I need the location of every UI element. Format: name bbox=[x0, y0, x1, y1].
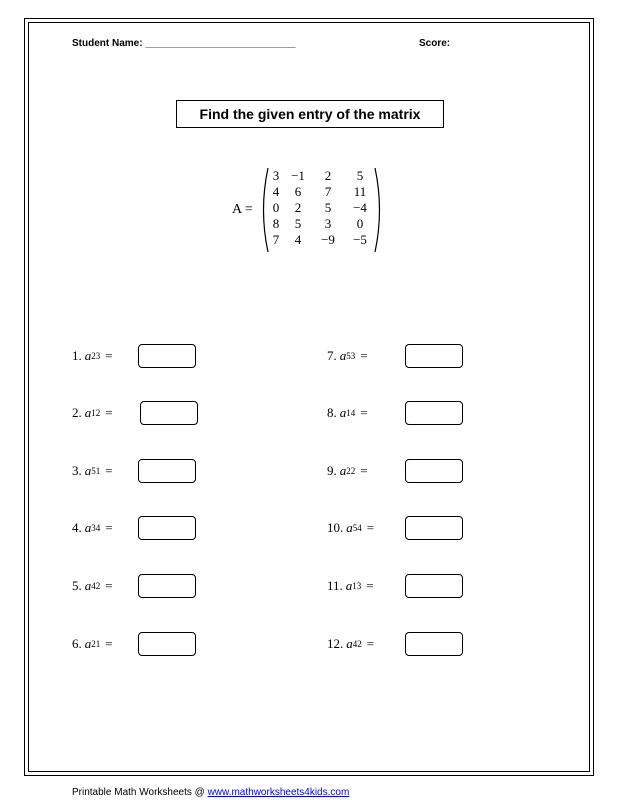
matrix-cell: 2 bbox=[324, 168, 332, 183]
problem-number: 3. bbox=[72, 463, 82, 478]
matrix-entry-variable: a bbox=[84, 463, 92, 478]
matrix-entry-subscript: 51 bbox=[91, 466, 101, 476]
matrix-entry-subscript: 22 bbox=[346, 466, 356, 476]
matrix-cell: 7 bbox=[272, 232, 280, 247]
answer-box[interactable] bbox=[405, 516, 463, 540]
matrix-cell: 2 bbox=[294, 200, 302, 215]
matrix-entry-variable: a bbox=[346, 520, 353, 535]
matrix-cell: 5 bbox=[324, 200, 332, 215]
matrix-grid bbox=[264, 168, 376, 248]
equals-sign: = bbox=[105, 463, 113, 478]
problem-number: 4. bbox=[72, 520, 82, 535]
equals-sign: = bbox=[105, 520, 113, 535]
matrix-entry-variable: a bbox=[345, 578, 353, 593]
answer-box[interactable] bbox=[405, 574, 463, 598]
answer-box[interactable] bbox=[138, 574, 196, 598]
problem-number: 12. bbox=[327, 636, 344, 651]
problem-number: 6. bbox=[72, 636, 82, 651]
equals-sign: = bbox=[366, 636, 375, 651]
matrix-cell: −9 bbox=[321, 232, 335, 247]
matrix-row bbox=[264, 168, 376, 184]
matrix-entry-variable: a bbox=[339, 405, 347, 420]
answer-box[interactable] bbox=[138, 632, 196, 656]
matrix-row bbox=[264, 232, 376, 248]
problem-item bbox=[327, 401, 368, 425]
matrix-entry-variable: a bbox=[339, 463, 347, 478]
matrix-entry-subscript: 42 bbox=[352, 639, 362, 649]
equals-sign: = bbox=[105, 348, 113, 363]
score-label: Score: bbox=[419, 38, 451, 49]
matrix-cell: 11 bbox=[353, 184, 367, 199]
matrix-entry-variable: a bbox=[84, 520, 92, 535]
matrix-cell: 5 bbox=[294, 216, 302, 231]
matrix-entry-subscript: 14 bbox=[346, 408, 356, 418]
matrix-cell: 4 bbox=[272, 184, 280, 199]
equals-sign: = bbox=[360, 405, 368, 420]
problem-number: 1. bbox=[72, 348, 82, 363]
problem-item bbox=[72, 632, 113, 656]
footer-link[interactable]: www.mathworksheets4kids.com bbox=[207, 787, 350, 798]
problem-item bbox=[72, 459, 113, 483]
answer-box[interactable] bbox=[405, 344, 463, 368]
matrix-entry-subscript: 42 bbox=[91, 581, 101, 591]
matrix-entry-subscript: 21 bbox=[91, 639, 101, 649]
matrix-row bbox=[264, 216, 376, 232]
equals-sign: = bbox=[105, 578, 113, 593]
matrix-cell: 3 bbox=[272, 168, 280, 183]
matrix-label: A = bbox=[232, 202, 253, 217]
matrix-cell: −5 bbox=[353, 232, 367, 247]
matrix-cell: 4 bbox=[294, 232, 302, 247]
matrix-entry-subscript: 23 bbox=[91, 351, 101, 361]
worksheet-title-text: Find the given entry of the matrix bbox=[199, 106, 421, 122]
matrix-entry-subscript: 53 bbox=[346, 351, 356, 361]
problem-number: 10. bbox=[327, 520, 344, 535]
matrix-cell: 8 bbox=[272, 216, 280, 231]
matrix-cell: −1 bbox=[291, 168, 305, 183]
problem-number: 2. bbox=[72, 405, 82, 420]
matrix-entry-variable: a bbox=[84, 405, 92, 420]
problem-item bbox=[327, 574, 374, 598]
equals-sign: = bbox=[105, 405, 113, 420]
problem-number: 5. bbox=[72, 578, 82, 593]
matrix-entry-variable: a bbox=[84, 578, 92, 593]
equals-sign: = bbox=[360, 348, 368, 363]
matrix-entry-variable: a bbox=[346, 636, 353, 651]
answer-box[interactable] bbox=[138, 344, 196, 368]
answer-box[interactable] bbox=[405, 401, 463, 425]
problem-item bbox=[327, 459, 368, 483]
answer-box[interactable] bbox=[405, 632, 463, 656]
equals-sign: = bbox=[360, 463, 368, 478]
answer-box[interactable] bbox=[138, 459, 196, 483]
problem-item bbox=[72, 401, 113, 425]
matrix-entry-variable: a bbox=[84, 636, 92, 651]
matrix-cell: 0 bbox=[272, 200, 280, 215]
answer-box[interactable] bbox=[138, 516, 196, 540]
answer-box[interactable] bbox=[405, 459, 463, 483]
matrix-entry-subscript: 13 bbox=[352, 581, 362, 591]
equals-sign: = bbox=[105, 636, 113, 651]
problem-item bbox=[72, 516, 113, 540]
equals-sign: = bbox=[366, 520, 375, 535]
worksheet-title bbox=[176, 100, 444, 128]
problem-item bbox=[327, 632, 374, 656]
equals-sign: = bbox=[366, 578, 374, 593]
footer bbox=[72, 787, 349, 798]
matrix-entry-variable: a bbox=[339, 348, 347, 363]
answer-box[interactable] bbox=[140, 401, 198, 425]
matrix-row bbox=[264, 200, 376, 216]
problem-number: 9. bbox=[327, 463, 337, 478]
matrix-entry-subscript: 54 bbox=[352, 523, 362, 533]
problem-item bbox=[327, 344, 368, 368]
matrix-cell: 6 bbox=[294, 184, 302, 199]
problem-number: 7. bbox=[327, 348, 337, 363]
matrix-entry-variable: a bbox=[84, 348, 92, 363]
matrix-cell: −4 bbox=[353, 200, 367, 215]
problem-item bbox=[72, 344, 113, 368]
matrix-cell: 5 bbox=[356, 168, 364, 183]
matrix-entry-subscript: 34 bbox=[91, 523, 101, 533]
problem-item bbox=[327, 516, 374, 540]
footer-prefix: Printable Math Worksheets @ bbox=[72, 787, 208, 798]
matrix-entry-subscript: 12 bbox=[91, 408, 101, 418]
matrix-cell: 3 bbox=[324, 216, 332, 231]
student-name-label: Student Name: ___________________________ bbox=[72, 38, 296, 49]
matrix-cell: 7 bbox=[324, 184, 332, 199]
matrix-cell: 0 bbox=[356, 216, 364, 231]
problem-item bbox=[72, 574, 113, 598]
problem-number: 8. bbox=[327, 405, 337, 420]
problem-number: 11. bbox=[327, 578, 343, 593]
matrix-row bbox=[264, 184, 376, 200]
page-border-inner bbox=[28, 22, 590, 772]
